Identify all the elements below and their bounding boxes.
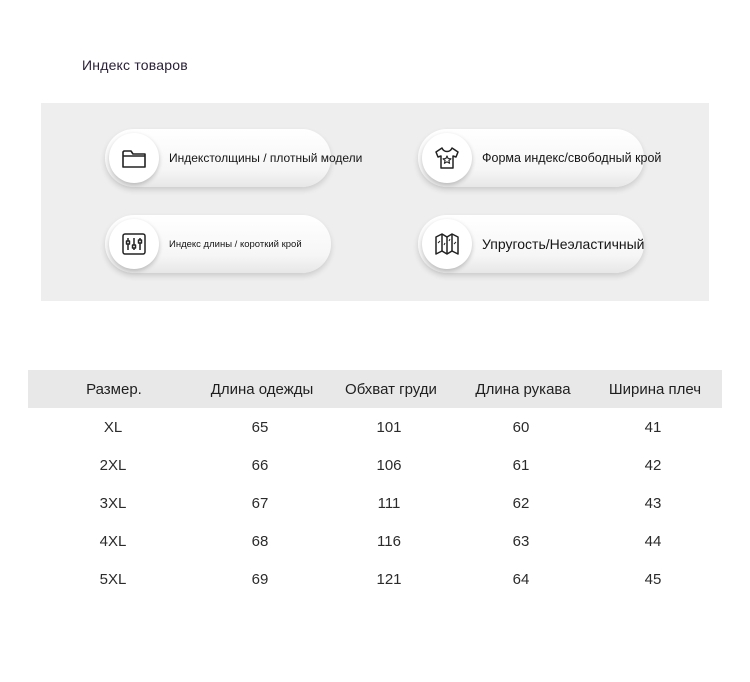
column-header-chest: Обхват груди (345, 380, 437, 398)
sleeve-cell: 63 (512, 532, 530, 550)
length-cell: 66 (251, 456, 269, 474)
index-item-thickness (105, 129, 363, 187)
size-cell: 3XL (99, 494, 127, 512)
sliders-icon (109, 219, 159, 269)
length-cell: 67 (251, 494, 269, 512)
chest-cell: 121 (376, 570, 402, 588)
sleeve-cell: 61 (512, 456, 530, 474)
column-header-size: Размер. (86, 380, 142, 398)
shoulder-cell: 41 (644, 418, 662, 436)
table-header (28, 370, 722, 408)
index-item-length (105, 215, 331, 273)
size-cell: 4XL (99, 532, 127, 550)
index-item-label: Индекс длины / короткий крой (169, 238, 302, 250)
sleeve-cell: 60 (512, 418, 530, 436)
chest-cell: 101 (376, 418, 402, 436)
index-item-label: Форма индекс/свободный крой (482, 151, 662, 165)
sleeve-cell: 64 (512, 570, 530, 588)
length-cell: 65 (251, 418, 269, 436)
folder-icon (109, 133, 159, 183)
index-item-label: Упругость/Неэластичный (482, 236, 645, 252)
sleeve-cell: 62 (512, 494, 530, 512)
chest-cell: 106 (376, 456, 402, 474)
shoulder-cell: 42 (644, 456, 662, 474)
size-table (28, 370, 722, 598)
table-row (28, 560, 722, 598)
column-header-shoulder: Ширина плеч (608, 380, 702, 398)
chest-cell: 111 (377, 494, 401, 512)
chest-cell: 116 (377, 532, 401, 550)
length-cell: 69 (251, 570, 269, 588)
shoulder-cell: 43 (644, 494, 662, 512)
index-item-fit (418, 129, 662, 187)
shoulder-cell: 44 (644, 532, 662, 550)
table-row (28, 522, 722, 560)
index-item-elasticity (418, 215, 644, 273)
length-cell: 68 (251, 532, 269, 550)
column-header-length: Длина одежды (210, 380, 314, 398)
size-cell: 5XL (99, 570, 127, 588)
column-header-sleeve: Длина рукава (475, 380, 571, 398)
size-cell: 2XL (99, 456, 127, 474)
index-item-label: Индекстолщины / плотный модели (169, 151, 363, 165)
size-cell: XL (103, 418, 123, 436)
table-row (28, 446, 722, 484)
folded-map-icon (422, 219, 472, 269)
table-row (28, 408, 722, 446)
table-row (28, 484, 722, 522)
section-title: Индекс товаров (82, 57, 188, 73)
shoulder-cell: 45 (644, 570, 662, 588)
tshirt-icon (422, 133, 472, 183)
